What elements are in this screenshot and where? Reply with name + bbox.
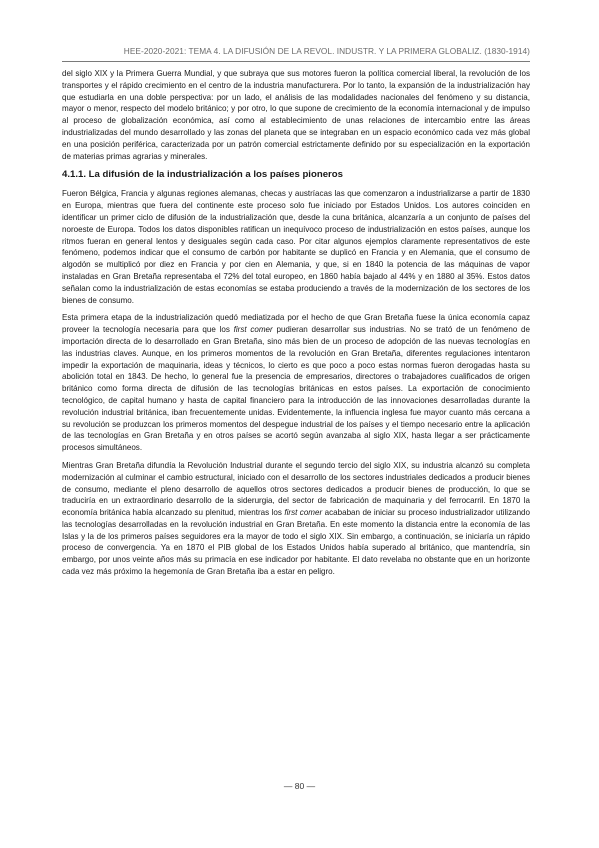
paragraph-technology-diffusion — [62, 312, 530, 454]
text-run: acababan de iniciar su proceso industrializador utilizando las tecnologías desarrolladas en la revolución industrial en Gran Bretaña. En este momento la distancia entre la economía de las Islas y la de los primeros países seguidores era la mayor de todo el siglo XIX. Sin embargo, a continuación, se iniciaría un rápido proceso de convergencia. Ya en 1870 el PIB global de los Estados Unidos había superado al británico, que mantendría, sin embargo, por unos veinte años más su primacía en ese indicador por habitante. El dato revelaba no obstante que en un horizonte cada vez más próximo la hegemonía de Gran Bretaña iba a estar en peligro. — [62, 508, 530, 577]
header-rule — [62, 61, 530, 62]
paragraph-british-modernization — [62, 460, 530, 578]
paragraph-intro-continuation: del siglo XIX y la Primera Guerra Mundial, y que subraya que sus motores fueron la política comercial liberal, la revolución de los transportes y el rápido crecimiento en el centro de la industria manufacturera. Por lo tanto, la expansión de la industrialización hay que estudiarla en una doble perspectiva: por un lado, el análisis de las modalidades nacionales del fenómeno y su distancia, mayor o menor, respecto del modelo británico; y por otro, lo que supone de crecimiento de la economía internacional y de impulso al proceso de globalización económica, así como al establecimiento de unas relaciones de intercambio entre las áreas industrializadas del mundo desarrollado y las zonas del planeta que se integraban en un espacio económico cada vez más global en una posición periférica, caracterizada por un patrón comercial estrictamente definido por su especialización en la exportación de materias primas agrarias y minerales. — [62, 69, 530, 161]
running-header: HEE-2020-2021: TEMA 4. LA DIFUSIÓN DE LA REVOL. INDUSTR. Y LA PRIMERA GLOBALIZ. (1830-1914) — [123, 46, 530, 56]
section-heading: 4.1.1. La difusión de la industrialización a los países pioneros — [62, 169, 343, 181]
page-body — [62, 68, 530, 584]
text-run: Esta primera etapa de la industrialización quedó mediatizada por el hecho de que Gran Bretaña fuese la única economía capaz proveer la tecnología necesaria para que los — [62, 313, 530, 335]
italic-term: first comer — [233, 325, 273, 335]
page-number: — 80 — — [283, 781, 316, 791]
text-run: pudieran desarrollar sus industrias. No se trató de un fenómeno de importación directa de lo desarrollado en Gran Bretaña, sino más bien de un proceso de adopción de las nuevas tecnologías en las industrias claves. Aunque, en los primeros momentos de la revolución en Gran Bretaña, diferentes regulaciones intentaron impedir la exportación de maquinaria, ideas y técnicos, lo cierto es que poco a poco estas normas fueron derogadas hasta su abolición total en 1843. De hecho, lo general fue la presencia de empresarios, directores o trabajadores cualificados de origen británico como forma directa de difusión de las tecnologías británicas en estos países. La exportación de conocimiento tecnológico, de capital humano y hasta de capital financiero para la introducción de las innovaciones desarrolladas durante la revolución industrial británica, iban frecuentemente unidas. Evidentemente, la influencia inglesa fue mayor cuanto más cercana a su revolución se produzcan los primeros momentos del despegue industrial de los países y el tiempo necesario entre la aplicación de las tecnologías en Gran Bretaña y en otros países se acortó según avanzaba al siglo XIX, hasta llegar a ser prácticamente procesos simultáneos. — [62, 325, 531, 453]
text-run: Mientras Gran Bretaña difundía la Revolución Industrial durante el segundo tercio del siglo XIX, su industria alcanzó su completa modernización al culminar el cambio estructural, iniciado con el desarrollo de los sectores industriales dedicados a producir bienes de consumo, mediante el pleno desarrollo de aquellos otros sectores dedicados a producir bienes de producción, lo que se traduciría en un extraordinario desarrollo de la siderurgia, del sector de fabricación de maquinaria y del ferrocarril. En 1870 la economía británica había alcanzado su plenitud, mientras los — [62, 460, 530, 518]
paragraph-pioneer-countries: Fueron Bélgica, Francia y algunas regiones alemanas, checas y austríacas las que comenzaron a industrializarse a partir de 1830 en Europa, mientras que fuera del continente este proceso solo fue iniciado por Estados Unidos. Los autores coinciden en identificar un primer ciclo de difusión de la industrialización que, desde la cuna británica, alcanzaría a un conjunto de países del noroeste de Europa. Todos los datos disponibles ratifican un inequívoco proceso de industrialización en estos países, aunque los ritmos fueran en general lentos y desiguales según cada caso. Por citar algunos ejemplos claramente representativos de este fenómeno, podemos indicar que el consumo de carbón por habitante se duplicó en Francia y en Alemania, que el consumo de algodón se multiplicó por diez en Francia y por cien en Alemania, y que, si en 1840 la potencia de las máquinas de vapor instaladas en Gran Bretaña representaba el 72% del total europeo, en 1860 había bajado al 44% y en 1880 al 35%. Estos datos señalan como la industrialización de estas economías se estaba produciendo a través de la modernización de los sectores de los bienes de consumo. — [62, 189, 530, 305]
italic-term: first comer — [284, 508, 323, 518]
